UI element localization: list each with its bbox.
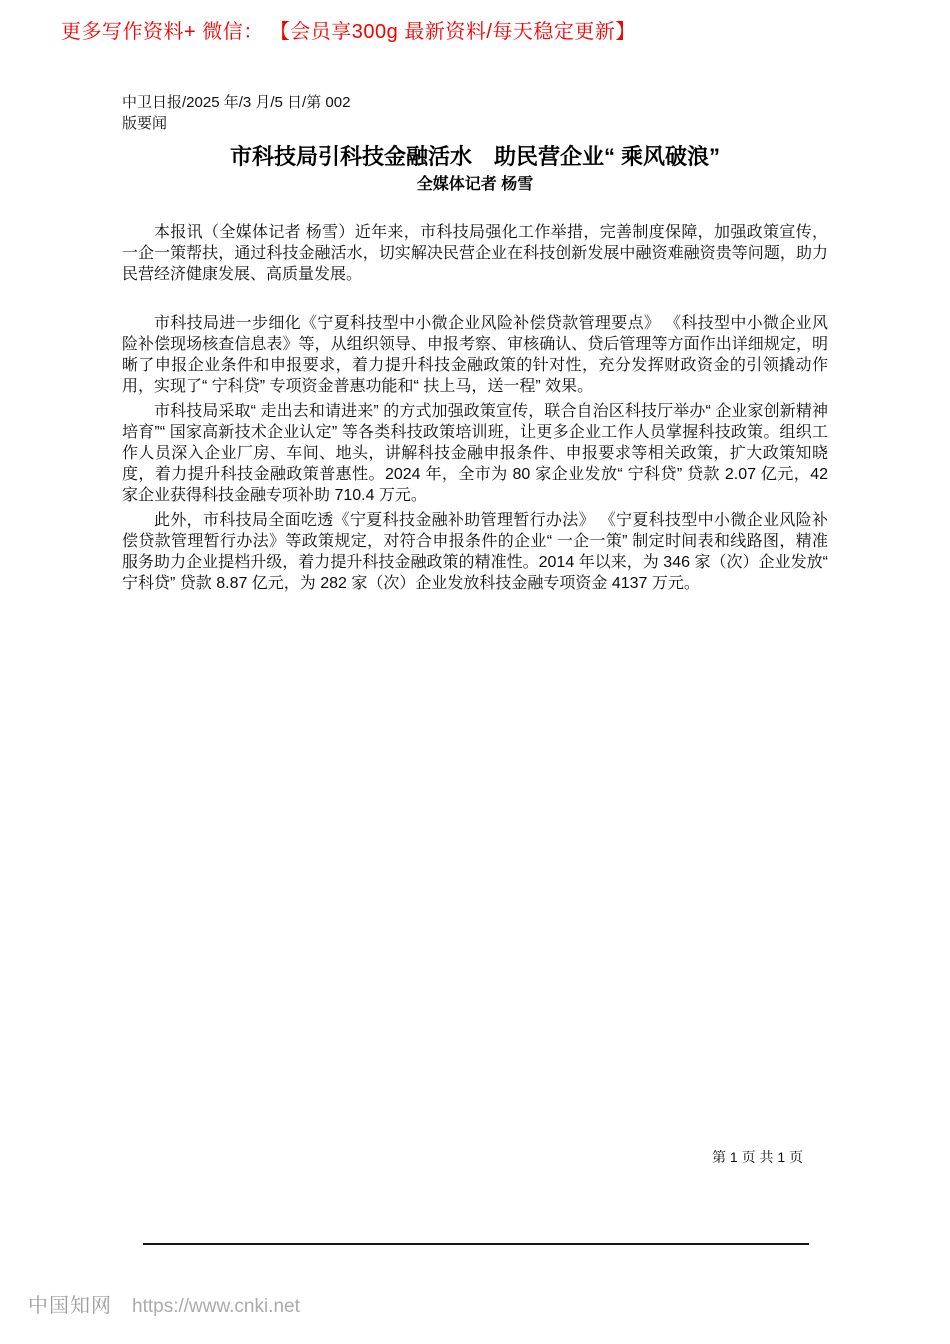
doc-meta [122,92,828,134]
cnki-brand-label: 中国知网 [28,1295,112,1317]
article-title: 市科技局引科技金融活水 助民营企业“ 乘风破浪” [229,144,721,169]
article-paragraph: 本报讯（全媒体记者 杨雪）近年来，市科技局强化工作举措，完善制度保障，加强政策宣传，一企一策帮扶，通过科技金融活水，切实解决民营企业在科技创新发展中融资难融资贵等问题，助力民营经济健康发展、高质量发展。 [122,224,828,283]
article-paragraph: 市科技局采取“ 走出去和请进来” 的方式加强政策宣传，联合自治区科技厅举办“ 企业家创新精神培育”“ 国家高新技术企业认定” 等各类科技政策培训班，让更多企业工作人员掌握科技政策。组织工作人员深入企业厂房、车间、地头，讲解科技金融申报条件、申报要求等相关政策，扩大政策知晓度，着力提升科技金融政策普惠性。2024 年，全市为 80 家企业发放“ 宁科贷” 贷款 2.07 亿元，42 家企业获得科技金融专项补助 710.4 万元。 [122,403,828,504]
article-paragraph: 市科技局进一步细化《宁夏科技型中小微企业风险补偿贷款管理要点》 《科技型中小微企业风险补偿现场核查信息表》等，从组织领导、申报考察、审核确认、贷后管理等方面作出详细规定，明晰了申报企业条件和申报要求，着力提升科技金融政策的针对性，充分发挥财政资金的引领撬动作用，实现了“ 宁科贷” 专项资金普惠功能和“ 扶上马，送一程” 效果。 [122,315,828,395]
page-indicator: 第 1 页 共 1 页 [712,1149,804,1165]
article-byline: 全媒体记者 杨雪 [416,176,534,193]
article-content [122,92,828,594]
cnki-url-link[interactable]: https://www.cnki.net [132,1296,300,1317]
article-paragraph: 此外，市科技局全面吃透《宁夏科技金融补助管理暂行办法》 《宁夏科技型中小微企业风险补偿贷款管理暂行办法》等政策规定，对符合申报条件的企业“ 一企一策” 制定时间表和线路图，精准服务助力企业提档升级，着力提升科技金融政策的精准性。2014 年以来，为 346 家（次）企业发放“ 宁科贷” 贷款 8.87 亿元，为 282 家（次）企业发放科技金融专项资金 4137 万元。 [122,512,828,592]
source-date-line: 中卫日报/2025 年/3 月/5 日/第 002 [122,94,351,111]
section-line: 版要闻 [122,115,168,132]
footer-divider-line [143,1243,809,1245]
footer [28,1289,300,1318]
promo-watermark-text: 更多写作资料+ 微信： 【会员享300g 最新资料/每天稳定更新】 [61,21,636,43]
